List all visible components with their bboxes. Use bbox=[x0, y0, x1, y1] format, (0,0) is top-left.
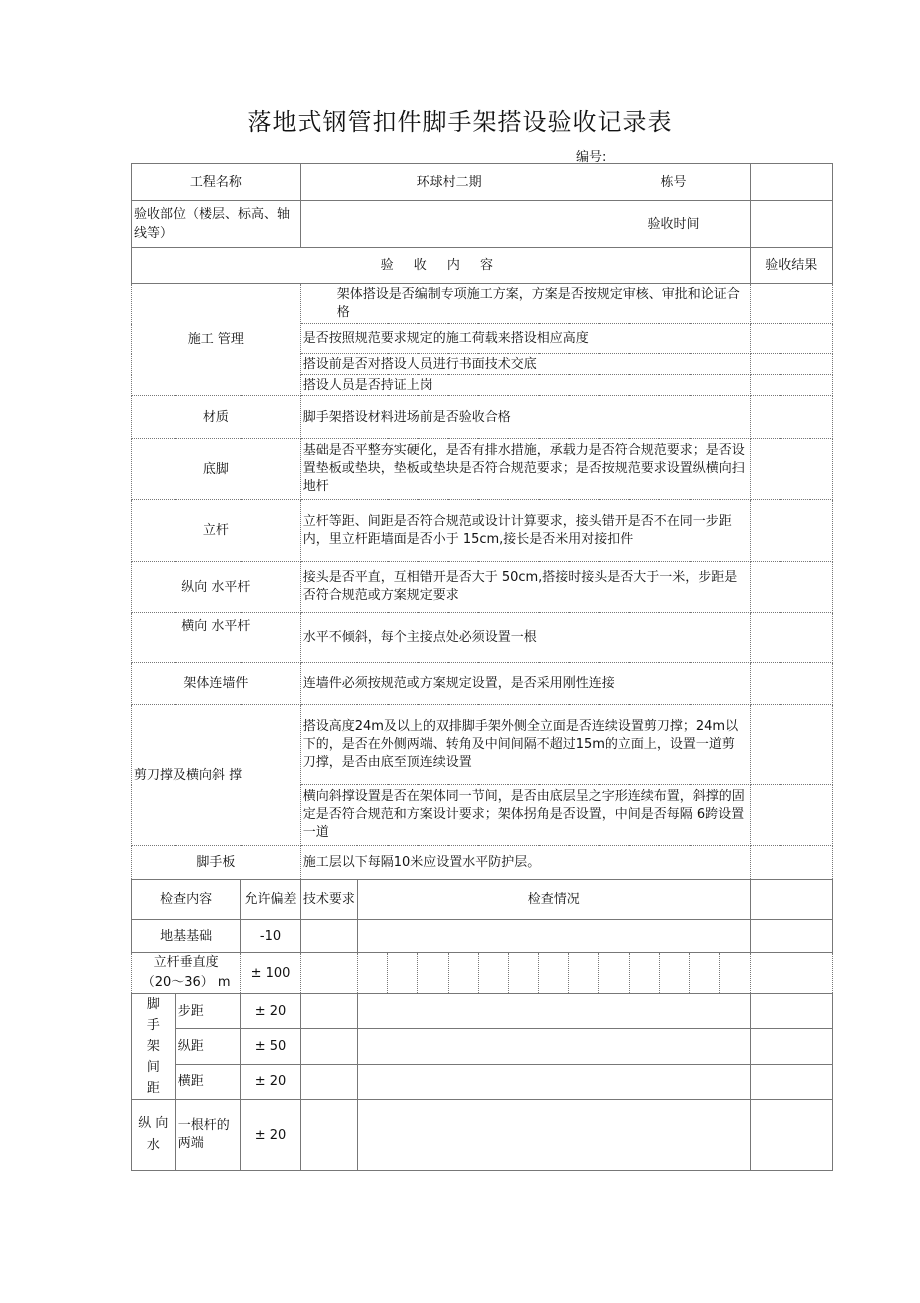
check-item: 连墙件必须按规范或方案规定设置，是否采用刚性连接 bbox=[300, 663, 750, 705]
tech-cell bbox=[300, 920, 357, 953]
check-item: 施工层以下每隔10米应设置水平防护层。 bbox=[300, 846, 750, 880]
check-grid-cell bbox=[478, 953, 508, 994]
acceptance-time-label: 验收时间 bbox=[647, 216, 700, 232]
result-cell bbox=[750, 846, 832, 880]
pole-verticality-label bbox=[132, 953, 241, 994]
result-cell bbox=[750, 439, 832, 500]
result-header: 验收结果 bbox=[750, 248, 832, 284]
check-grid-cell bbox=[750, 953, 832, 994]
check-grid-cell bbox=[539, 953, 569, 994]
check-item: 立杆等距、间距是否符合规范或设计计算要求，接头错开是否不在同一步距内，里立杆距墙面是否小于 15cm,接长是否米用对接扣件 bbox=[300, 500, 750, 562]
inspection-blank bbox=[750, 880, 832, 920]
category-construction-management: 施工 管理 bbox=[132, 284, 301, 396]
pole-verticality-tolerance: ± 100 bbox=[241, 953, 300, 994]
situation-cell bbox=[357, 1064, 750, 1099]
pole-verticality-text: 立杆垂直度 bbox=[153, 955, 219, 970]
tech-cell bbox=[300, 953, 357, 994]
result-cell bbox=[750, 663, 832, 705]
category-footing: 底脚 bbox=[132, 439, 301, 500]
acceptance-part-value bbox=[300, 201, 750, 248]
result-cell bbox=[750, 562, 832, 613]
tech-requirement-header: 技术要求 bbox=[300, 880, 357, 920]
tech-cell bbox=[300, 1029, 357, 1064]
result-cell bbox=[750, 500, 832, 562]
result-cell bbox=[750, 613, 832, 663]
check-grid-cell bbox=[599, 953, 629, 994]
situation-blank bbox=[750, 1064, 832, 1099]
check-grid-cell bbox=[569, 953, 599, 994]
inspection-situation-header: 检查情况 bbox=[357, 880, 750, 920]
check-grid-cell bbox=[720, 953, 750, 994]
situation-cell bbox=[357, 920, 750, 953]
tech-cell bbox=[300, 1100, 357, 1171]
longitudinal-tolerance: ± 20 bbox=[241, 1100, 300, 1171]
check-grid-cell bbox=[659, 953, 689, 994]
check-grid-cell bbox=[448, 953, 478, 994]
foundation-label: 地基基础 bbox=[132, 920, 241, 953]
longitudinal-both-ends-label: 一根杆的两端 bbox=[175, 1100, 241, 1171]
category-upright-pole: 立杆 bbox=[132, 500, 301, 562]
foundation-tolerance: -10 bbox=[241, 920, 300, 953]
check-item: 搭设前是否对搭设人员进行书面技术交底 bbox=[300, 354, 750, 375]
category-scaffold-board: 脚手板 bbox=[132, 846, 301, 880]
spacing-longitudinal-label: 纵距 bbox=[175, 1029, 241, 1064]
acceptance-record-table bbox=[131, 163, 833, 1171]
category-longitudinal-bar: 纵向 水平杆 bbox=[132, 562, 301, 613]
longitudinal-group-label: 纵 向 水 bbox=[132, 1100, 176, 1171]
spacing-transverse-label: 横距 bbox=[175, 1064, 241, 1099]
spacing-group-label bbox=[132, 994, 176, 1100]
spacing-group-text: 脚手架间距 bbox=[146, 997, 160, 1096]
spacing-step-label: 步距 bbox=[175, 994, 241, 1029]
serial-number-label: 编号: bbox=[576, 150, 607, 165]
result-cell bbox=[750, 375, 832, 396]
check-item: 脚手架搭设材料进场前是否验收合格 bbox=[300, 396, 750, 439]
check-grid-cell bbox=[357, 953, 387, 994]
result-cell bbox=[750, 785, 832, 846]
check-grid-cell bbox=[508, 953, 538, 994]
building-number-value bbox=[750, 164, 832, 201]
check-grid-cell bbox=[690, 953, 720, 994]
spacing-transverse-tolerance: ± 20 bbox=[241, 1064, 300, 1099]
result-cell bbox=[750, 284, 832, 324]
situation-blank bbox=[750, 920, 832, 953]
situation-blank bbox=[750, 1100, 832, 1171]
pole-verticality-range: （20～36） m bbox=[141, 975, 231, 990]
result-cell bbox=[750, 324, 832, 354]
result-cell bbox=[750, 705, 832, 785]
category-material: 材质 bbox=[132, 396, 301, 439]
document-title: 落地式钢管扣件脚手架搭设验收记录表 bbox=[247, 108, 673, 136]
category-transverse-bar: 横向 水平杆 bbox=[132, 613, 301, 663]
inspection-item-header: 检查内容 bbox=[132, 880, 241, 920]
project-name-value bbox=[300, 164, 750, 201]
result-cell bbox=[750, 396, 832, 439]
check-item: 接头是否平直，互相错开是否大于 50cm,搭接时接头是否大于一米，步距是否符合规范或方案规定要求 bbox=[300, 562, 750, 613]
check-item: 水平不倾斜，每个主接点处必须设置一根 bbox=[300, 613, 750, 663]
situation-cell bbox=[357, 994, 750, 1029]
check-grid-cell bbox=[629, 953, 659, 994]
project-name-label: 工程名称 bbox=[132, 164, 301, 201]
category-bracing: 剪刀撑及横向斜 撑 bbox=[132, 705, 301, 846]
acceptance-part-text bbox=[301, 215, 598, 234]
check-item: 搭设高度24m及以上的双排脚手架外侧全立面是否连续设置剪刀撑；24m以下的，是否在外侧两端、转角及中间间隔不超过15m的立面上，设置一道剪刀撑，是否由底至顶连续设置 bbox=[300, 705, 750, 785]
category-wall-tie: 架体连墙件 bbox=[132, 663, 301, 705]
spacing-step-tolerance: ± 20 bbox=[241, 994, 300, 1029]
situation-blank bbox=[750, 994, 832, 1029]
check-item: 横向斜撑设置是否在架体同一节间，是否由底层呈之字形连续布置，斜撑的固定是否符合规范和方案设计要求；架体拐角是否设置，中间是否每隔 6跨设置一道 bbox=[300, 785, 750, 846]
check-item: 基础是否平整夯实硬化，是否有排水措施，承载力是否符合规范要求；是否设置垫板或垫块，垫板或垫块是否符合规范要求；是否按规范要求设置纵横向扫地杆 bbox=[300, 439, 750, 500]
content-header: 验 收 内 容 bbox=[132, 248, 751, 284]
project-name-text: 环球村二期 bbox=[416, 174, 482, 190]
check-grid-cell bbox=[388, 953, 418, 994]
check-item: 架体搭设是否编制专项施工方案，方案是否按规定审核、审批和论证合格 bbox=[300, 284, 750, 324]
check-grid-cell bbox=[418, 953, 448, 994]
tolerance-header: 允许偏差 bbox=[241, 880, 300, 920]
situation-cell bbox=[357, 1100, 750, 1171]
check-item: 搭设人员是否持证上岗 bbox=[300, 375, 750, 396]
acceptance-time-value bbox=[750, 201, 832, 248]
spacing-longitudinal-tolerance: ± 50 bbox=[241, 1029, 300, 1064]
situation-cell bbox=[357, 1029, 750, 1064]
tech-cell bbox=[300, 1064, 357, 1099]
building-number-label: 栋号 bbox=[660, 174, 687, 190]
check-item: 是否按照规范要求规定的施工荷载来搭设相应高度 bbox=[300, 324, 750, 354]
tech-cell bbox=[300, 994, 357, 1029]
result-cell bbox=[750, 354, 832, 375]
situation-blank bbox=[750, 1029, 832, 1064]
acceptance-part-label: 验收部位（楼层、标高、轴线等） bbox=[132, 201, 301, 248]
